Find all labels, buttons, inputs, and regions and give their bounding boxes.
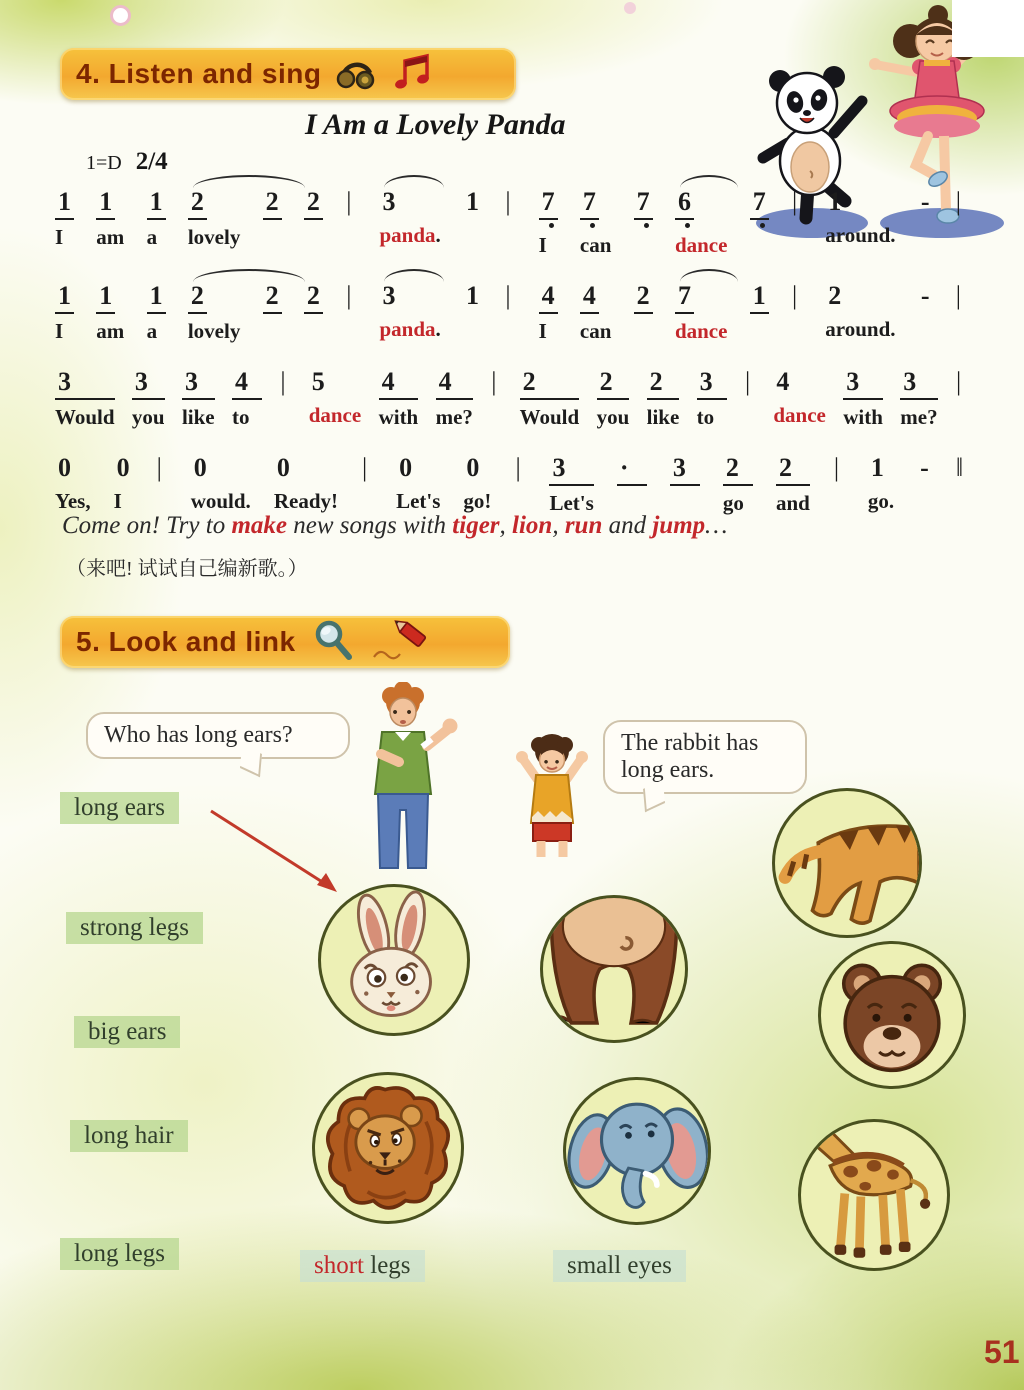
elephant-head-icon [566,1080,708,1222]
link-arrow [205,805,350,900]
barline: | [745,367,751,396]
barline: | [362,453,368,482]
animal-circle-tiger[interactable] [772,788,922,938]
note-unit: 2 lovely [188,186,241,252]
note-unit: 1 am [96,281,125,343]
come-on-instruction: Come on! Try to make new songs with tiger, lion, run and jump… [62,512,728,539]
note-unit: 1 go. [867,453,895,513]
slur-arc [193,175,305,188]
link-label-small-eyes[interactable]: small eyes [553,1250,686,1282]
note-unit: 0 go! [463,453,492,513]
note-unit: - [920,453,929,482]
note-unit: 3 you [131,367,165,429]
note-unit: 2 around. [825,281,896,341]
note-unit: 3 panda. [379,186,440,250]
note-unit: 3 panda. [379,280,440,344]
speech-bubble-answer [603,720,807,794]
note-unit: 1 a [147,186,166,252]
note-unit: 0 Ready! [273,453,338,513]
note-unit: 3 with [843,367,883,429]
note-unit: 1 I [55,186,74,252]
link-label-strong-legs[interactable]: strong legs [66,912,203,944]
section-title: 5. Look and link [76,626,296,657]
barline: | [955,187,961,216]
magnifier-icon [310,617,356,668]
page-number: 51 [984,1334,1020,1370]
note-unit: 7 can [579,187,612,257]
note-unit: - [920,187,930,216]
slur-arc [384,175,444,188]
note-unit: 1 [466,187,480,216]
link-label-short-legs[interactable]: short legs [300,1250,425,1282]
barline: | [505,187,511,216]
note-unit: 2 you [596,367,630,429]
link-label-big-ears[interactable]: big ears [74,1016,180,1048]
barline: | [280,367,286,396]
note-unit: 1 am [96,187,125,249]
song-title: I Am a Lovely Panda [305,108,566,141]
slur-arc [384,269,444,282]
barline: | [156,453,162,482]
note-unit: 3 Let's [549,453,594,515]
note-unit: 1 [750,280,769,346]
giraffe-legs-icon [801,1122,947,1268]
note-unit: 2 [634,280,653,346]
note-unit: 7 [634,186,653,260]
note-unit: 2 lovely [188,280,241,346]
note-unit: · [617,452,647,518]
note-unit: 4 can [579,281,612,343]
tiger-hind-legs-icon [775,791,919,935]
speech-bubble-question [86,712,350,759]
song-line [55,366,967,432]
barline: | [955,367,962,396]
note-unit: 0 would. [190,453,251,513]
answer-text: The rabbit has long ears. [621,730,759,783]
note-unit: - [920,281,930,310]
music-notes-icon [391,50,435,99]
note-unit: 7 [750,186,769,260]
boy-illustration [495,733,610,875]
rabbit-head-icon [321,887,467,1033]
note-unit: 2 [263,280,282,346]
barline: | [491,367,497,396]
note-unit: 4 to [232,366,262,432]
note-unit: 3 like [181,367,215,429]
song-line [55,186,967,260]
lion-head-icon [315,1075,461,1221]
barline: ‖ [955,453,964,482]
note-unit: 7 dance [675,280,728,346]
barline: | [346,281,352,310]
note-unit: 0 I [113,453,130,513]
scan-white-patch [952,0,1024,57]
animal-circle-lion[interactable] [312,1072,464,1224]
animal-circle-bear[interactable] [818,941,966,1089]
note-unit: 2 [304,280,323,346]
animal-circle-rabbit[interactable] [318,884,470,1036]
barline: | [346,187,352,216]
note-unit: 4 dance [773,367,826,427]
flower-dot [624,2,636,14]
barline: | [505,281,511,310]
monkey-bottom-icon [543,898,685,1040]
slur-arc [680,175,738,188]
chinese-translation: （来吧! 试试自己编新歌。） [66,558,308,580]
slur-arc [193,269,305,282]
note-unit: 4 with [378,367,419,429]
link-label-long-hair[interactable]: long hair [70,1120,188,1152]
animal-circle-elephant[interactable] [563,1077,711,1225]
barline: | [792,187,798,216]
note-unit: 7 I [539,186,558,260]
note-unit: 2 [304,186,323,252]
note-unit: 6 dance [675,186,728,260]
note-unit: 2 go [723,452,753,518]
song-notation [55,186,967,538]
barline: | [833,453,840,482]
note-unit: 4 I [539,280,558,346]
note-unit: 1 a [147,280,166,346]
slur-arc [680,269,738,282]
note-unit: 0 Yes, [55,453,91,513]
note-unit: 1 [466,281,480,310]
song-line [55,452,967,518]
animal-circle-monkey[interactable] [540,895,688,1043]
note-unit: 2 like [646,367,680,429]
bear-face-icon [821,944,963,1086]
note-unit: 3 me? [900,367,938,429]
man-illustration [345,682,469,874]
note-unit: 0 Let's [396,453,441,513]
key-signature: 1=D [86,152,122,174]
note-unit: 1 I [55,280,74,346]
section-title: 4. Listen and sing [76,58,322,89]
note-unit: 3 Would [55,367,115,429]
link-label-long-ears[interactable]: long ears [60,792,179,824]
section-header-listen-and-sing [60,48,516,100]
barline: | [792,281,798,310]
headphones-icon [335,51,377,98]
note-unit: 2 Would [519,367,580,429]
time-signature: 2/4 [135,148,168,175]
barline: | [515,453,521,482]
barline: | [955,281,961,310]
note-unit: 3 [670,452,700,518]
animal-circle-giraffe[interactable] [798,1119,950,1271]
note-unit: 2 [263,186,282,252]
song-line [55,280,967,346]
question-text: Who has long ears? [104,722,293,748]
note-unit: 3 to [697,366,727,432]
pencil-icon [370,617,430,668]
key-and-meter [86,148,168,176]
note-unit: 4 me? [435,367,473,429]
flower-dot [110,5,131,26]
section-header-look-and-link [60,616,510,668]
note-unit: 2 and [775,453,810,515]
link-label-long-legs[interactable]: long legs [60,1238,179,1270]
note-unit: 1 around. [825,187,896,247]
note-unit: 5 dance [308,367,362,427]
